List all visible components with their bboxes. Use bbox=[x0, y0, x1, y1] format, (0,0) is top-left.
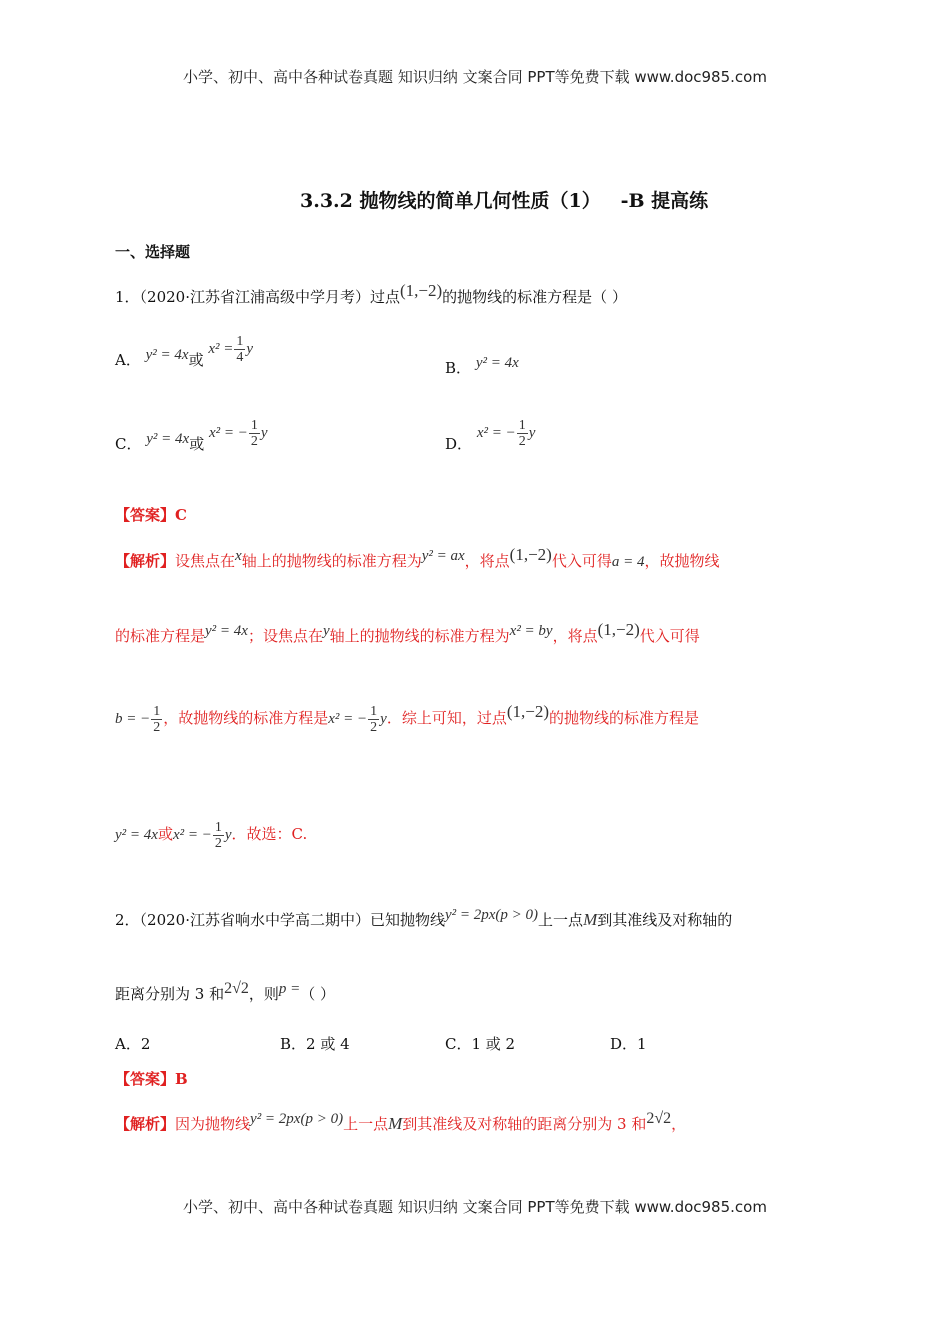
text: 的抛物线的标准方程是 bbox=[549, 708, 700, 727]
variable: M bbox=[583, 910, 598, 929]
equation: x² = by bbox=[509, 623, 553, 639]
equation: x² = − bbox=[476, 424, 516, 441]
q1-option-b[interactable] bbox=[445, 357, 519, 378]
variable: y bbox=[246, 340, 254, 357]
analysis-tag: 【解析】 bbox=[115, 1115, 176, 1133]
text: ，故抛物线的标准方程是 bbox=[163, 708, 329, 727]
denominator: 2 bbox=[370, 720, 378, 735]
q1-answer: 【答案】C bbox=[115, 506, 187, 524]
section-heading: 一、选择题 bbox=[115, 243, 191, 261]
numerator: 1 bbox=[214, 820, 222, 835]
text: 的标准方程是 bbox=[115, 627, 206, 645]
q2-analysis-line-1 bbox=[115, 1110, 687, 1134]
q1-number: 1． bbox=[115, 288, 140, 306]
equation: x² = − bbox=[172, 826, 212, 843]
or-text: 或 bbox=[189, 434, 205, 453]
q2-answer: 【答案】B bbox=[115, 1070, 188, 1088]
option-label: A． bbox=[115, 350, 141, 369]
variable: y bbox=[380, 710, 387, 727]
variable: M bbox=[388, 1114, 403, 1133]
q1-analysis-line-4 bbox=[115, 820, 307, 851]
text: ，则 bbox=[248, 985, 279, 1003]
q2-option-d[interactable]: D．1 bbox=[610, 1035, 647, 1053]
text: ；设焦点在 bbox=[247, 627, 323, 645]
equation: b = − bbox=[115, 710, 151, 727]
radical: √2 bbox=[232, 980, 249, 997]
variable: x bbox=[235, 548, 242, 564]
text: ．故选：C. bbox=[231, 824, 308, 843]
numerator: 1 bbox=[153, 704, 161, 719]
text: 设焦点在 bbox=[175, 552, 236, 570]
variable: y bbox=[528, 424, 536, 441]
text: 轴上的抛物线的标准方程为 bbox=[329, 627, 510, 645]
q2-stem-line-2 bbox=[115, 980, 336, 1004]
text: 代入可得 bbox=[639, 627, 700, 645]
q1-stem bbox=[115, 281, 627, 307]
equation: x² = bbox=[208, 340, 234, 357]
q1-option-a[interactable] bbox=[115, 334, 254, 377]
numerator: 1 bbox=[518, 418, 526, 433]
denominator: 4 bbox=[236, 350, 244, 365]
text: 因为抛物线 bbox=[175, 1115, 251, 1133]
denominator: 2 bbox=[250, 434, 258, 449]
numerator: 1 bbox=[250, 418, 258, 433]
coefficient: 2 bbox=[224, 980, 233, 997]
text: 轴上的抛物线的标准方程为 bbox=[241, 552, 422, 570]
equation: y² = 2px(p > 0) bbox=[445, 907, 539, 923]
q2-option-a[interactable]: A．2 bbox=[115, 1035, 151, 1053]
text: ，将点 bbox=[552, 627, 598, 645]
page-title: 3.3.2 抛物线的简单几何性质（1） -B 提高练 bbox=[300, 190, 709, 212]
equation: a = 4 bbox=[611, 554, 645, 570]
or-text: 或 bbox=[188, 350, 204, 369]
denominator: 2 bbox=[518, 434, 526, 449]
q1-source: （2020·江苏省江浦高级中学月考）过点 bbox=[139, 288, 400, 306]
equation: x² = − bbox=[328, 710, 368, 727]
radical: √2 bbox=[654, 1110, 672, 1127]
page-footer: 小学、初中、高中各种试卷真题 知识归纳 文案合同 PPT等免费下载 www.doc985.com bbox=[183, 1198, 767, 1216]
equation: y² = 2px(p > 0) bbox=[250, 1111, 344, 1127]
q2-option-b[interactable]: B．2 或 4 bbox=[280, 1035, 350, 1053]
equation: y² = 4x bbox=[475, 355, 519, 371]
q1-option-c[interactable] bbox=[115, 418, 268, 461]
q1-analysis-line-3 bbox=[115, 701, 700, 735]
text: ．综上可知，过点 bbox=[386, 708, 507, 727]
text: ，故抛物线 bbox=[644, 552, 720, 570]
equation: x² = − bbox=[209, 424, 248, 441]
equation: y² = ax bbox=[421, 548, 465, 564]
point: (1,−2) bbox=[597, 620, 640, 639]
option-label: B． bbox=[445, 359, 472, 377]
q2-number: 2． bbox=[115, 911, 140, 929]
numerator: 1 bbox=[236, 334, 244, 349]
equation: y² = 4x bbox=[145, 346, 189, 363]
text: ， bbox=[671, 1115, 687, 1133]
q1-analysis-line-1 bbox=[115, 545, 720, 571]
q2-stem-line-1 bbox=[115, 909, 732, 930]
q2-option-c[interactable]: C．1 或 2 bbox=[445, 1035, 516, 1053]
text: 或 bbox=[157, 824, 173, 843]
text: （ ） bbox=[300, 985, 336, 1003]
numerator: 1 bbox=[370, 704, 378, 719]
coefficient: 2 bbox=[646, 1110, 655, 1127]
text: 上一点 bbox=[343, 1115, 389, 1133]
q1-analysis-line-2 bbox=[115, 620, 700, 646]
equation: y² = 4x bbox=[146, 430, 190, 447]
option-label: C． bbox=[115, 434, 142, 453]
text: 上一点 bbox=[538, 911, 584, 929]
equation: y² = 4x bbox=[205, 623, 248, 639]
equation: p = bbox=[278, 981, 301, 997]
text: 到其准线及对称轴的距离分别为 3 和 bbox=[402, 1115, 647, 1133]
point: (1,−2) bbox=[506, 701, 550, 721]
variable: y bbox=[224, 826, 232, 843]
q2-source: （2020·江苏省响水中学高二期中）已知抛物线 bbox=[139, 911, 445, 929]
analysis-tag: 【解析】 bbox=[115, 552, 176, 570]
equation: y² = 4x bbox=[115, 826, 158, 843]
option-label: D． bbox=[445, 434, 473, 453]
q1-point: (1,−2) bbox=[400, 281, 443, 300]
denominator: 2 bbox=[214, 836, 222, 851]
variable: y bbox=[322, 623, 330, 639]
point: (1,−2) bbox=[509, 545, 552, 564]
variable: y bbox=[260, 424, 268, 441]
text: 到其准线及对称轴的 bbox=[597, 911, 733, 929]
text: ，将点 bbox=[464, 552, 510, 570]
page-header: 小学、初中、高中各种试卷真题 知识归纳 文案合同 PPT等免费下载 www.doc985.com bbox=[183, 68, 767, 86]
q1-stem-tail: 的抛物线的标准方程是（ ） bbox=[442, 288, 627, 306]
q1-option-d[interactable] bbox=[445, 418, 536, 461]
text: 距离分别为 3 和 bbox=[115, 985, 225, 1003]
denominator: 2 bbox=[153, 720, 161, 735]
text: 代入可得 bbox=[551, 552, 612, 570]
